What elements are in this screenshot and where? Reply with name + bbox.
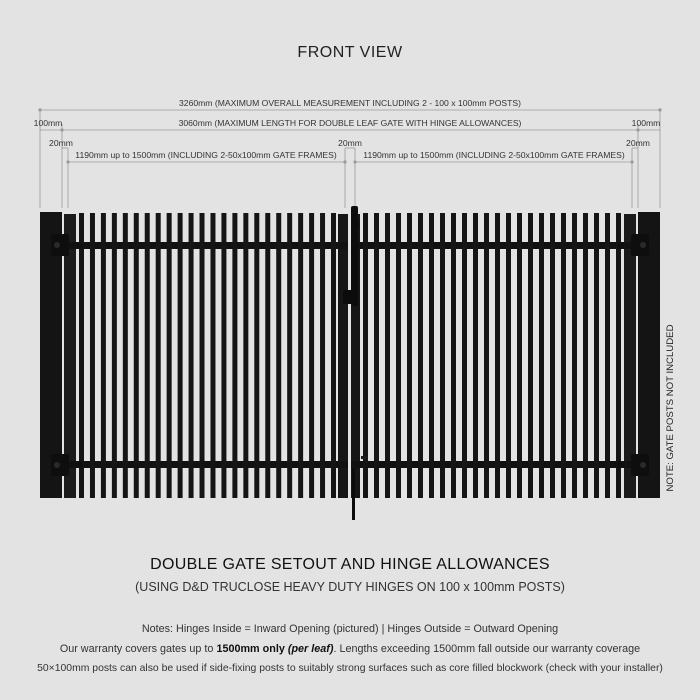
right-leaf-slat <box>385 213 390 498</box>
left-leaf-slat <box>200 213 205 498</box>
left-leaf-slat <box>243 213 248 498</box>
right-leaf-slat <box>363 213 368 498</box>
dim-leaf-left-label: 1190mm up to 1500mm (INCLUDING 2-50x100mm GATE FRAMES) <box>75 150 337 160</box>
note-posts: 50×100mm posts can also be used if side-fixing posts to suitably strong surfaces such as core filled blockwork (check with your installer) <box>37 663 663 674</box>
sub-heading: (USING D&D TRUCLOSE HEAVY DUTY HINGES ON 100 x 100mm POSTS) <box>135 580 565 594</box>
left-leaf-slat <box>276 213 281 498</box>
right-leaf-slat <box>407 213 412 498</box>
bottom-rail-left <box>66 461 348 468</box>
dim-post-right-label: 100mm <box>631 118 661 128</box>
right-leaf-slat <box>495 213 500 498</box>
left-leaf-slat <box>254 213 259 498</box>
right-leaf-slat <box>473 213 478 498</box>
dim-leaf-right-label: 1190mm up to 1500mm (INCLUDING 2-50x100mm GATE FRAMES) <box>363 150 625 160</box>
left-leaf-slat <box>320 213 325 498</box>
left-leaf-slat <box>298 213 303 498</box>
note-warranty-suffix: . Lengths exceeding 1500mm fall outside our warranty coverage <box>333 643 641 655</box>
side-note: NOTE: GATE POSTS NOT INCLUDED <box>665 324 676 492</box>
left-leaf-slat <box>90 213 95 498</box>
drop-bolt <box>352 468 355 520</box>
right-leaf-slat <box>572 213 577 498</box>
right-leaf-slat <box>451 213 456 498</box>
right-leaf-slat <box>440 213 445 498</box>
right-leaf-slat <box>550 213 555 498</box>
dim-overall-label: 3260mm (MAXIMUM OVERALL MEASUREMENT INCLUDING 2 - 100 x 100mm POSTS) <box>179 98 521 108</box>
left-leaf-slat <box>79 213 84 498</box>
top-rail-right <box>351 242 634 249</box>
left-leaf-slat <box>309 213 314 498</box>
right-leaf-slat <box>374 213 379 498</box>
left-leaf-slat <box>145 213 150 498</box>
left-leaf-slat <box>112 213 117 498</box>
left-leaf-slat <box>189 213 194 498</box>
right-leaf-slat <box>517 213 522 498</box>
vertical-slats <box>79 213 621 498</box>
left-leaf-slat <box>331 213 336 498</box>
right-leaf-slat <box>561 213 566 498</box>
top-rail-left <box>66 242 348 249</box>
dim-post-left-label: 100mm <box>33 118 63 128</box>
dimension-labels <box>34 98 661 160</box>
main-heading: DOUBLE GATE SETOUT AND HINGE ALLOWANCES <box>150 556 550 573</box>
left-leaf-slat <box>287 213 292 498</box>
bottom-rail-right <box>351 461 634 468</box>
right-leaf-slat <box>484 213 489 498</box>
view-title: FRONT VIEW <box>297 44 403 61</box>
right-leaf-slat <box>429 213 434 498</box>
right-leaf-slat <box>539 213 544 498</box>
right-leaf-slat <box>594 213 599 498</box>
right-leaf-slat <box>506 213 511 498</box>
dim-hinge-left-label: 20mm <box>49 138 73 148</box>
left-leaf-slat <box>178 213 183 498</box>
left-leaf-slat <box>221 213 226 498</box>
left-leaf-slat <box>210 213 215 498</box>
right-leaf-slat <box>616 213 621 498</box>
left-leaf-slat <box>167 213 172 498</box>
note-warranty-italic: (per leaf) <box>284 643 334 655</box>
dim-hinge-right-label: 20mm <box>626 138 650 148</box>
right-leaf-slat <box>583 213 588 498</box>
right-leaf-slat <box>418 213 423 498</box>
note-warranty-prefix: Our warranty covers gates up to <box>59 643 217 655</box>
note-warranty-bold: 1500mm only <box>216 643 285 655</box>
left-leaf-slat <box>101 213 106 498</box>
note-warranty <box>0 643 700 655</box>
right-leaf-slat <box>396 213 401 498</box>
note-hinges: Notes: Hinges Inside = Inward Opening (pictured) | Hinges Outside = Outward Opening <box>141 623 559 635</box>
right-leaf-slat <box>462 213 467 498</box>
dim-gate-length-label: 3060mm (MAXIMUM LENGTH FOR DOUBLE LEAF GATE WITH HINGE ALLOWANCES) <box>178 118 522 128</box>
left-leaf-slat <box>156 213 161 498</box>
right-leaf-slat <box>528 213 533 498</box>
left-leaf-slat <box>134 213 139 498</box>
left-leaf-slat <box>232 213 237 498</box>
dim-hinge-middle-label: 20mm <box>338 138 362 148</box>
right-leaf-slat <box>605 213 610 498</box>
hinges <box>51 234 649 476</box>
left-leaf-slat <box>123 213 128 498</box>
left-leaf-slat <box>265 213 270 498</box>
left-leaf-latch-stile <box>338 214 348 498</box>
